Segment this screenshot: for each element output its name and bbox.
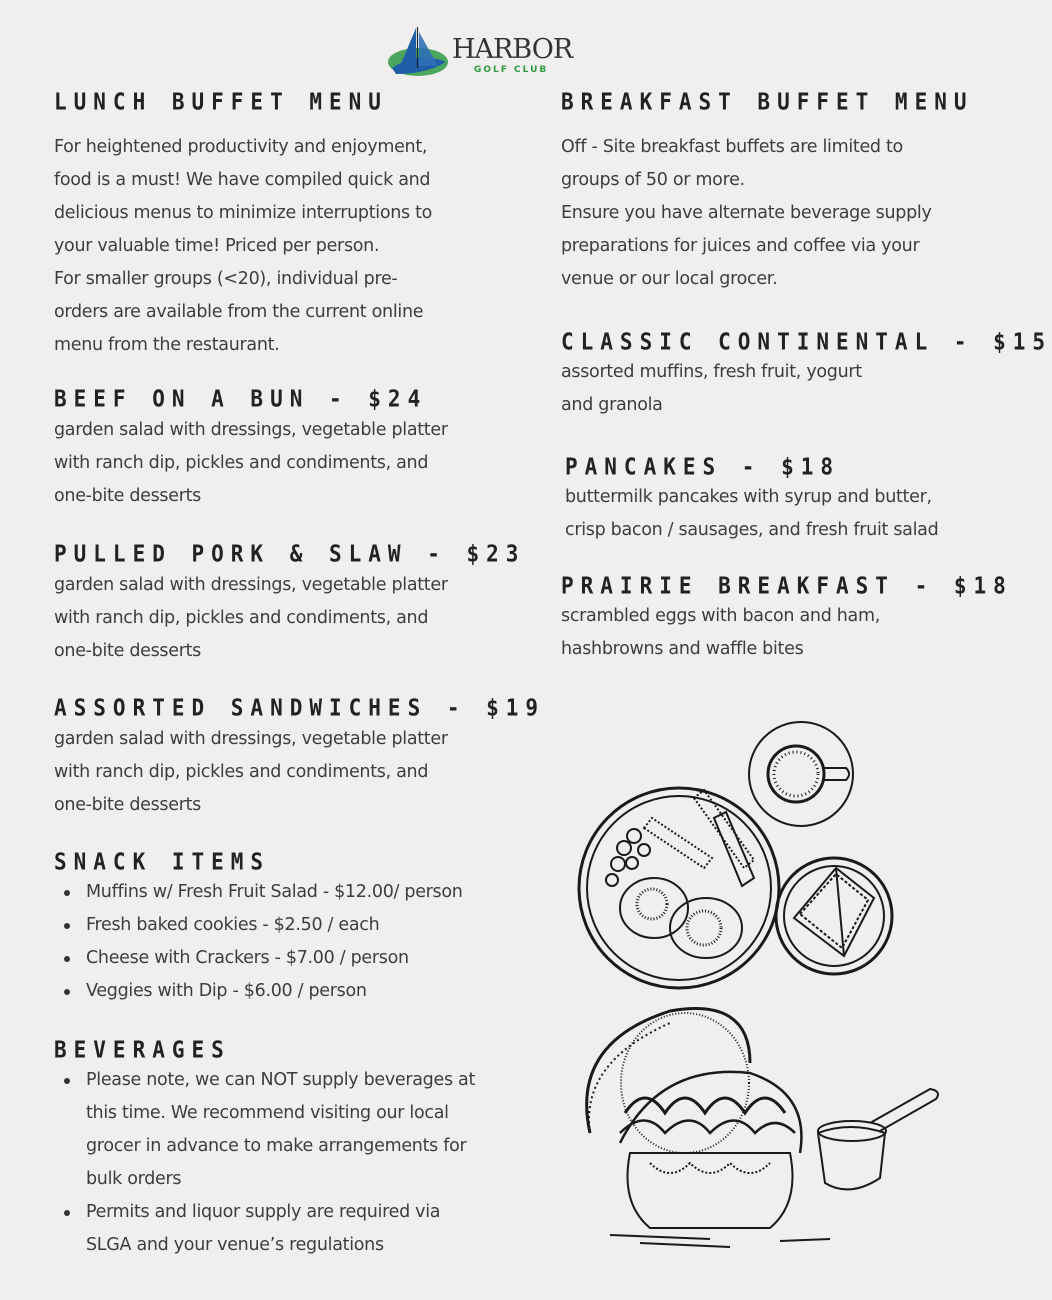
logo-subtitle: GOLF CLUB [474, 65, 549, 75]
intro-line: Off - Site breakfast buffets are limited to [561, 137, 903, 157]
item-line: buttermilk pancakes with syrup and butter, [565, 487, 932, 507]
bullet-line: Please note, we can NOT supply beverages at [86, 1070, 476, 1090]
bullet-line: this time. We recommend visiting our local [86, 1103, 449, 1123]
item-line: and granola [561, 395, 663, 415]
item-line: one-bite desserts [54, 795, 201, 815]
beverages-list [54, 1064, 475, 1262]
item-title: ASSORTED SANDWICHES - $19 [54, 695, 546, 721]
item-line: with ranch dip, pickles and condiments, and [54, 608, 429, 628]
intro-line: delicious menus to minimize interruptions to [54, 203, 433, 223]
breakfast-title: BREAKFAST BUFFET MENU [561, 89, 974, 115]
bullet-line: SLGA and your venue’s regulations [86, 1235, 384, 1255]
snack-section [54, 850, 463, 1008]
item-line: crisp bacon / sausages, and fresh fruit salad [565, 520, 939, 540]
lunch-section [54, 90, 388, 114]
snack-title: SNACK ITEMS [54, 849, 271, 875]
pulled-pork-bun-icon [550, 1003, 950, 1255]
intro-line: food is a must! We have compiled quick and [54, 170, 431, 190]
logo [386, 24, 576, 80]
menu-item-beef-on-a-bun [54, 387, 448, 513]
item-line: with ranch dip, pickles and condiments, and [54, 453, 429, 473]
item-title: PANCAKES - $18 [565, 454, 841, 480]
item-line: hashbrowns and waffle bites [561, 639, 804, 659]
item-line: garden salad with dressings, vegetable platter [54, 729, 448, 749]
menu-item-prairie-breakfast [561, 574, 1013, 666]
list-item: Cheese with Crackers - $7.00 / person [86, 942, 463, 975]
intro-line: menu from the restaurant. [54, 335, 280, 355]
beverages-title: BEVERAGES [54, 1037, 231, 1063]
menu-item-pulled-pork [54, 542, 525, 668]
intro-line: venue or our local grocer. [561, 269, 778, 289]
intro-line: For heightened productivity and enjoyment, [54, 137, 428, 157]
menu-item-classic-continental [561, 330, 1052, 422]
intro-line: groups of 50 or more. [561, 170, 745, 190]
snack-list [54, 876, 463, 1008]
lunch-title: LUNCH BUFFET MENU [54, 89, 388, 115]
list-item [86, 1196, 475, 1262]
item-line: one-bite desserts [54, 486, 201, 506]
bullet-line: grocer in advance to make arrangements for [86, 1136, 467, 1156]
list-item: Muffins w/ Fresh Fruit Salad - $12.00/ person [86, 876, 463, 909]
item-line: one-bite desserts [54, 641, 201, 661]
item-title: PULLED PORK & SLAW - $23 [54, 541, 526, 567]
bullet-line: Permits and liquor supply are required via [86, 1202, 441, 1222]
item-line: assorted muffins, fresh fruit, yogurt [561, 362, 862, 382]
item-line: garden salad with dressings, vegetable platter [54, 420, 448, 440]
item-line: scrambled eggs with bacon and ham, [561, 606, 880, 626]
item-title: PRAIRIE BREAKFAST - $18 [561, 573, 1013, 599]
lunch-intro [54, 131, 432, 362]
item-line: garden salad with dressings, vegetable platter [54, 575, 448, 595]
breakfast-plates-icon [574, 718, 890, 990]
breakfast-intro [561, 131, 932, 296]
item-title: CLASSIC CONTINENTAL - $15 [561, 329, 1052, 355]
intro-line: Ensure you have alternate beverage supply [561, 203, 932, 223]
sailboat-icon [386, 24, 450, 80]
logo-brand: HARBOR [452, 34, 573, 65]
beverages-section [54, 1038, 475, 1262]
intro-line: orders are available from the current online [54, 302, 424, 322]
intro-line: For smaller groups (<20), individual pre- [54, 269, 398, 289]
intro-line: your valuable time! Priced per person. [54, 236, 380, 256]
item-line: with ranch dip, pickles and condiments, and [54, 762, 429, 782]
bullet-line: bulk orders [86, 1169, 182, 1189]
menu-item-assorted-sandwiches [54, 696, 545, 822]
intro-line: preparations for juices and coffee via your [561, 236, 920, 256]
list-item [86, 1064, 475, 1196]
item-title: BEEF ON A BUN - $24 [54, 386, 428, 412]
breakfast-section [561, 90, 974, 114]
list-item: Veggies with Dip - $6.00 / person [86, 975, 463, 1008]
menu-item-pancakes [565, 455, 938, 547]
list-item: Fresh baked cookies - $2.50 / each [86, 909, 463, 942]
